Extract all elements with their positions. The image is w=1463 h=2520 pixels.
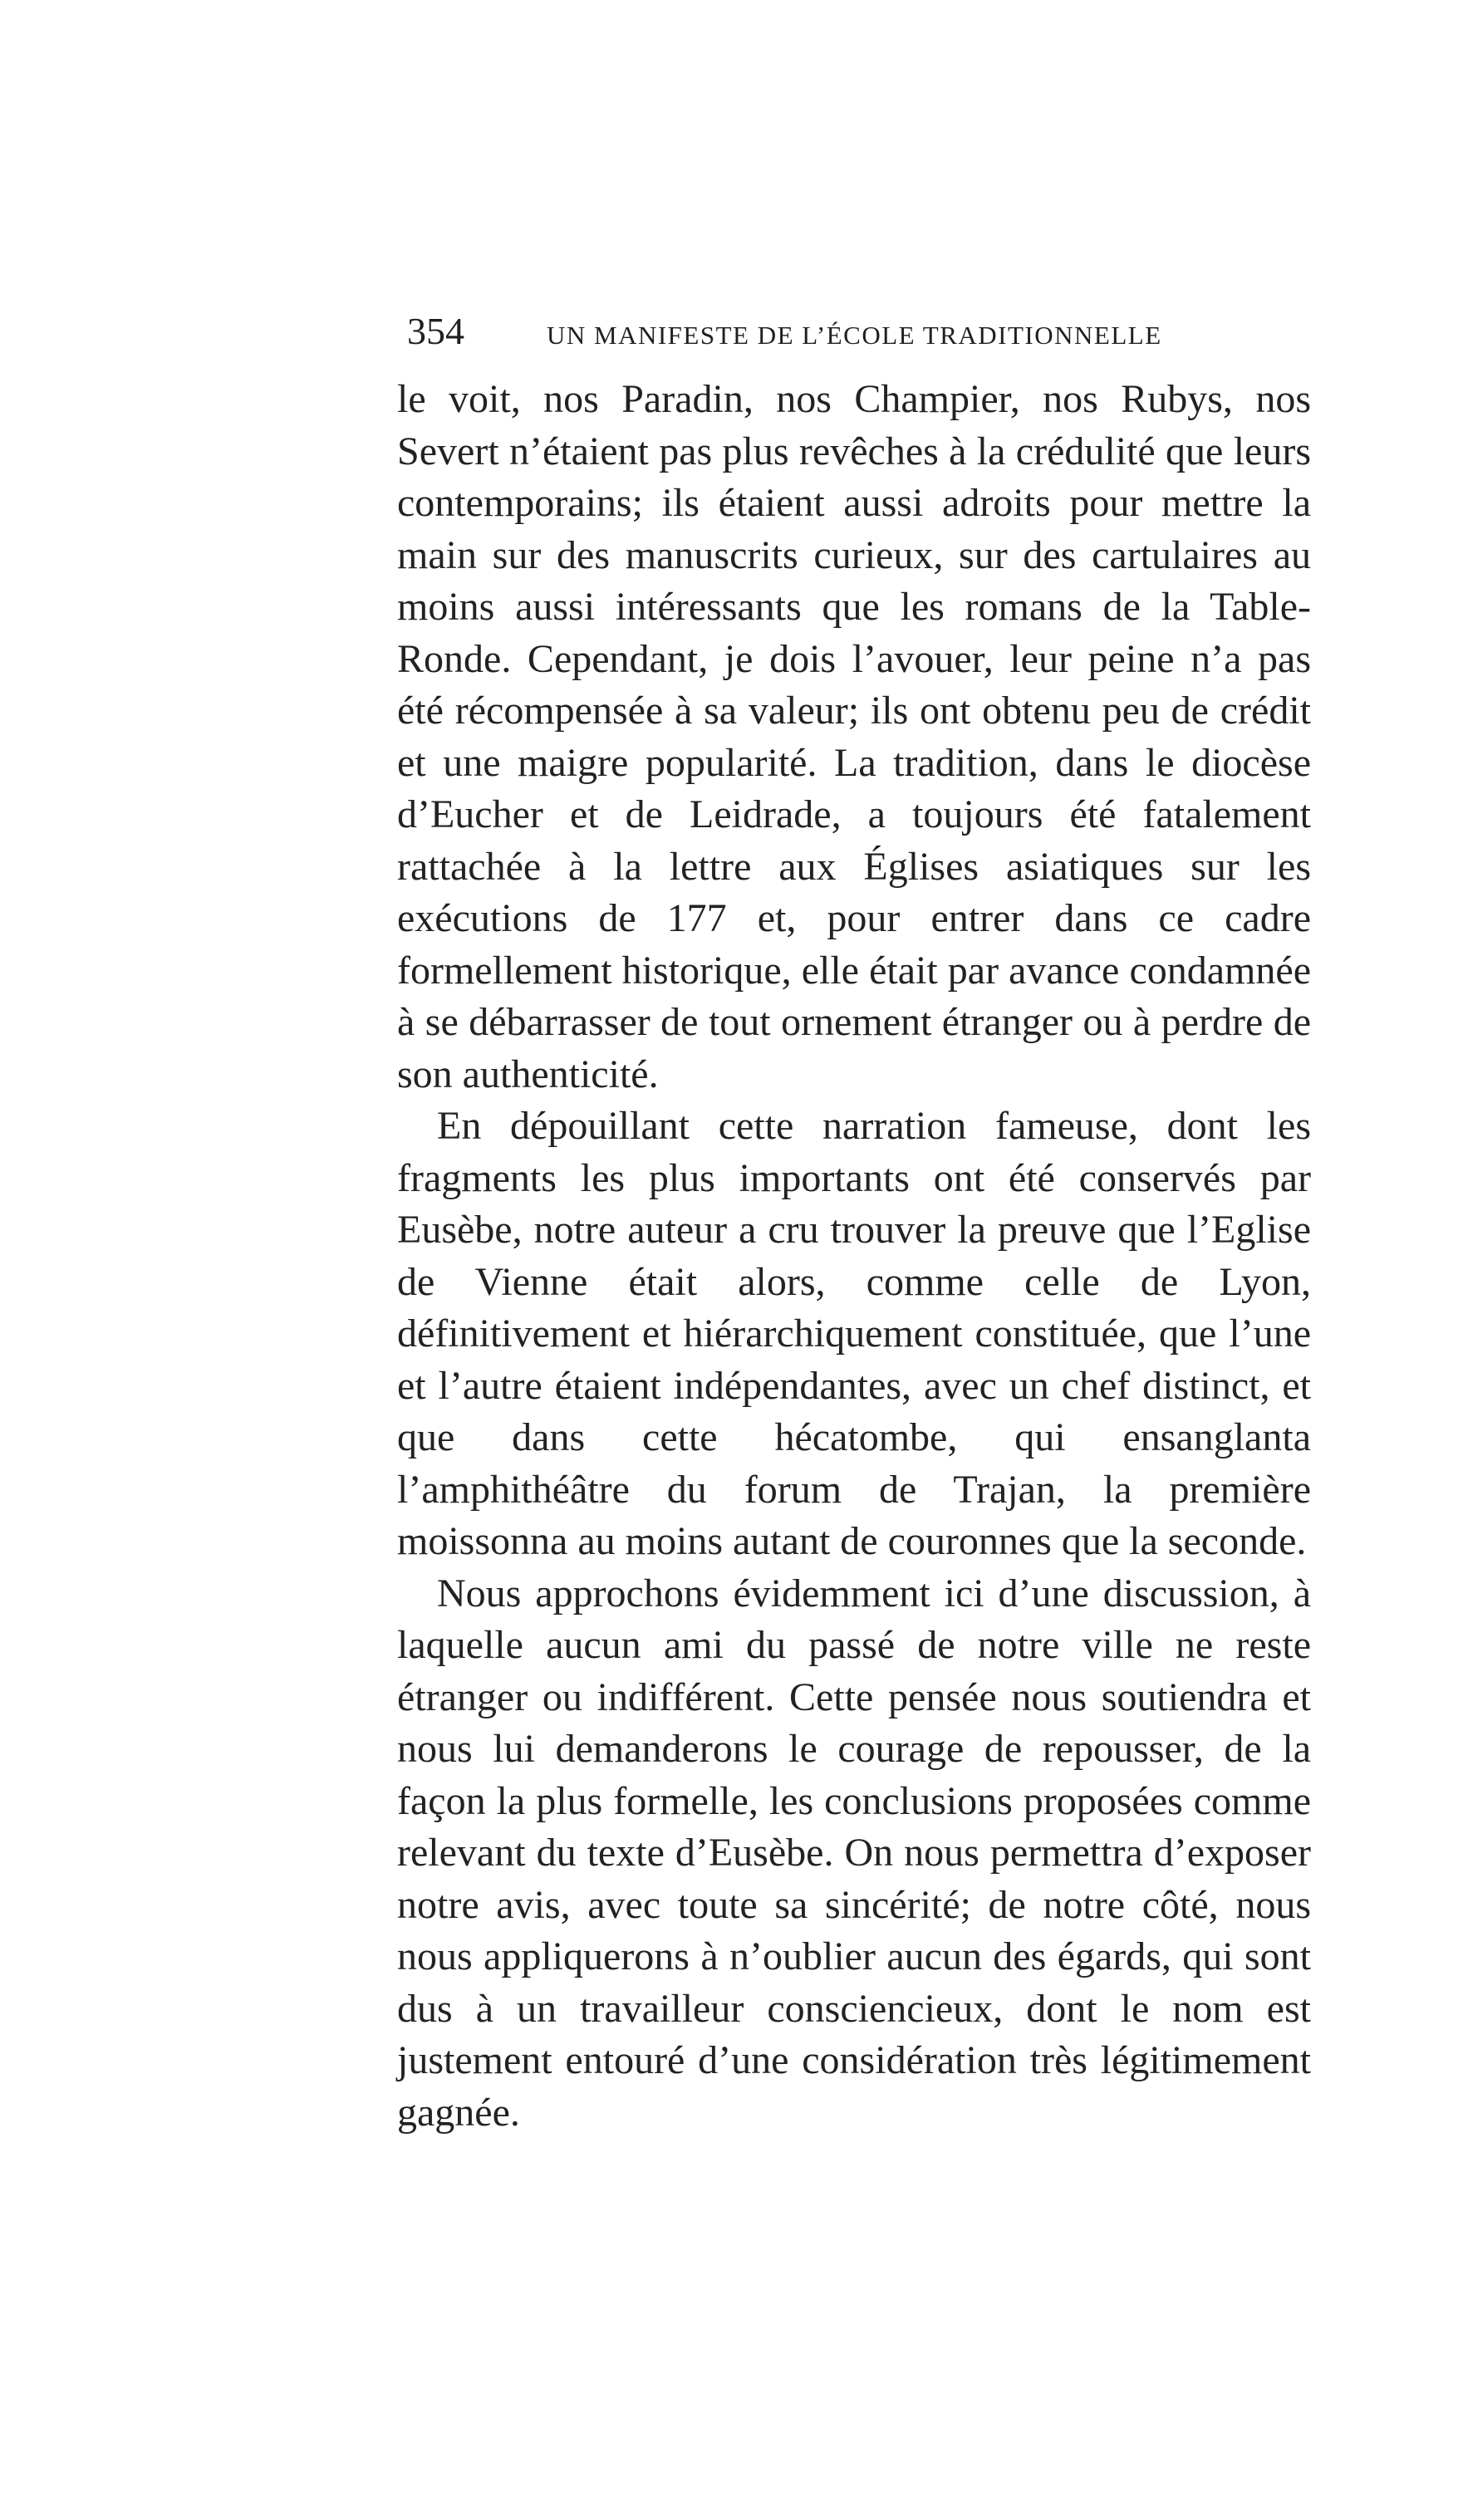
running-head xyxy=(407,306,1321,372)
paragraph-narration: En dépouillant cette narration fameuse, dont les fragments les plus importants ont été conservés par Eusèbe, notre auteur a cru trouver la preuve que l’Eglise de Vienne était alors, comme celle de Lyon, définitivement et hiérarchiquement constituée, que l’une et l’autre étaient indépendantes, avec un chef distinct, et que dans cette hécatombe, qui ensanglanta l’amphithéâtre du forum de Trajan, la première moissonna au moins autant de couronnes que la seconde. xyxy=(397,1104,1311,1563)
running-head-title: UN MANIFESTE DE L’ÉCOLE TRADITIONNELLE xyxy=(547,321,1162,350)
paragraph-discussion: Nous approchons évidemment ici d’une discussion, à laquelle aucun ami du passé de notre ville ne reste étranger ou indifférent. Cette pensée nous soutiendra et nous lui demanderons le courage de repousser, de la façon la plus formelle, les conclusions proposées comme relevant du texte d’Eusèbe. On nous permettra d’exposer notre avis, avec toute sa sincérité; de notre côté, nous nous appliquerons à n’oublier aucun des égards, qui sont dus à un travailleur consciencieux, dont le nom est justement entouré d’une considération très légitimement gagnée. xyxy=(397,1571,1311,2135)
main-text xyxy=(397,374,1311,2139)
page-number: 354 xyxy=(407,310,464,352)
paragraph-continuation: le voit, nos Paradin, nos Champier, nos Rubys, nos Severt n’étaient pas plus revêches à la crédulité que leurs contemporains; ils étaient aussi adroits pour mettre la main sur des manuscrits curieux, sur des cartulaires au moins aussi intéressants que les romans de la Table-Ronde. Cependant, je dois l’avouer, leur peine n’a pas été récompensée à sa valeur; ils ont obtenu peu de crédit et une maigre popularité. La tradition, dans le diocèse d’Eucher et de Leidrade, a toujours été fatalement rattachée à la lettre aux Églises asiatiques sur les exécutions de 177 et, pour entrer dans ce cadre formellement historique, elle était par avance condamnée à se débarrasser de tout ornement étranger ou à perdre de son authenticité. xyxy=(397,377,1311,1096)
